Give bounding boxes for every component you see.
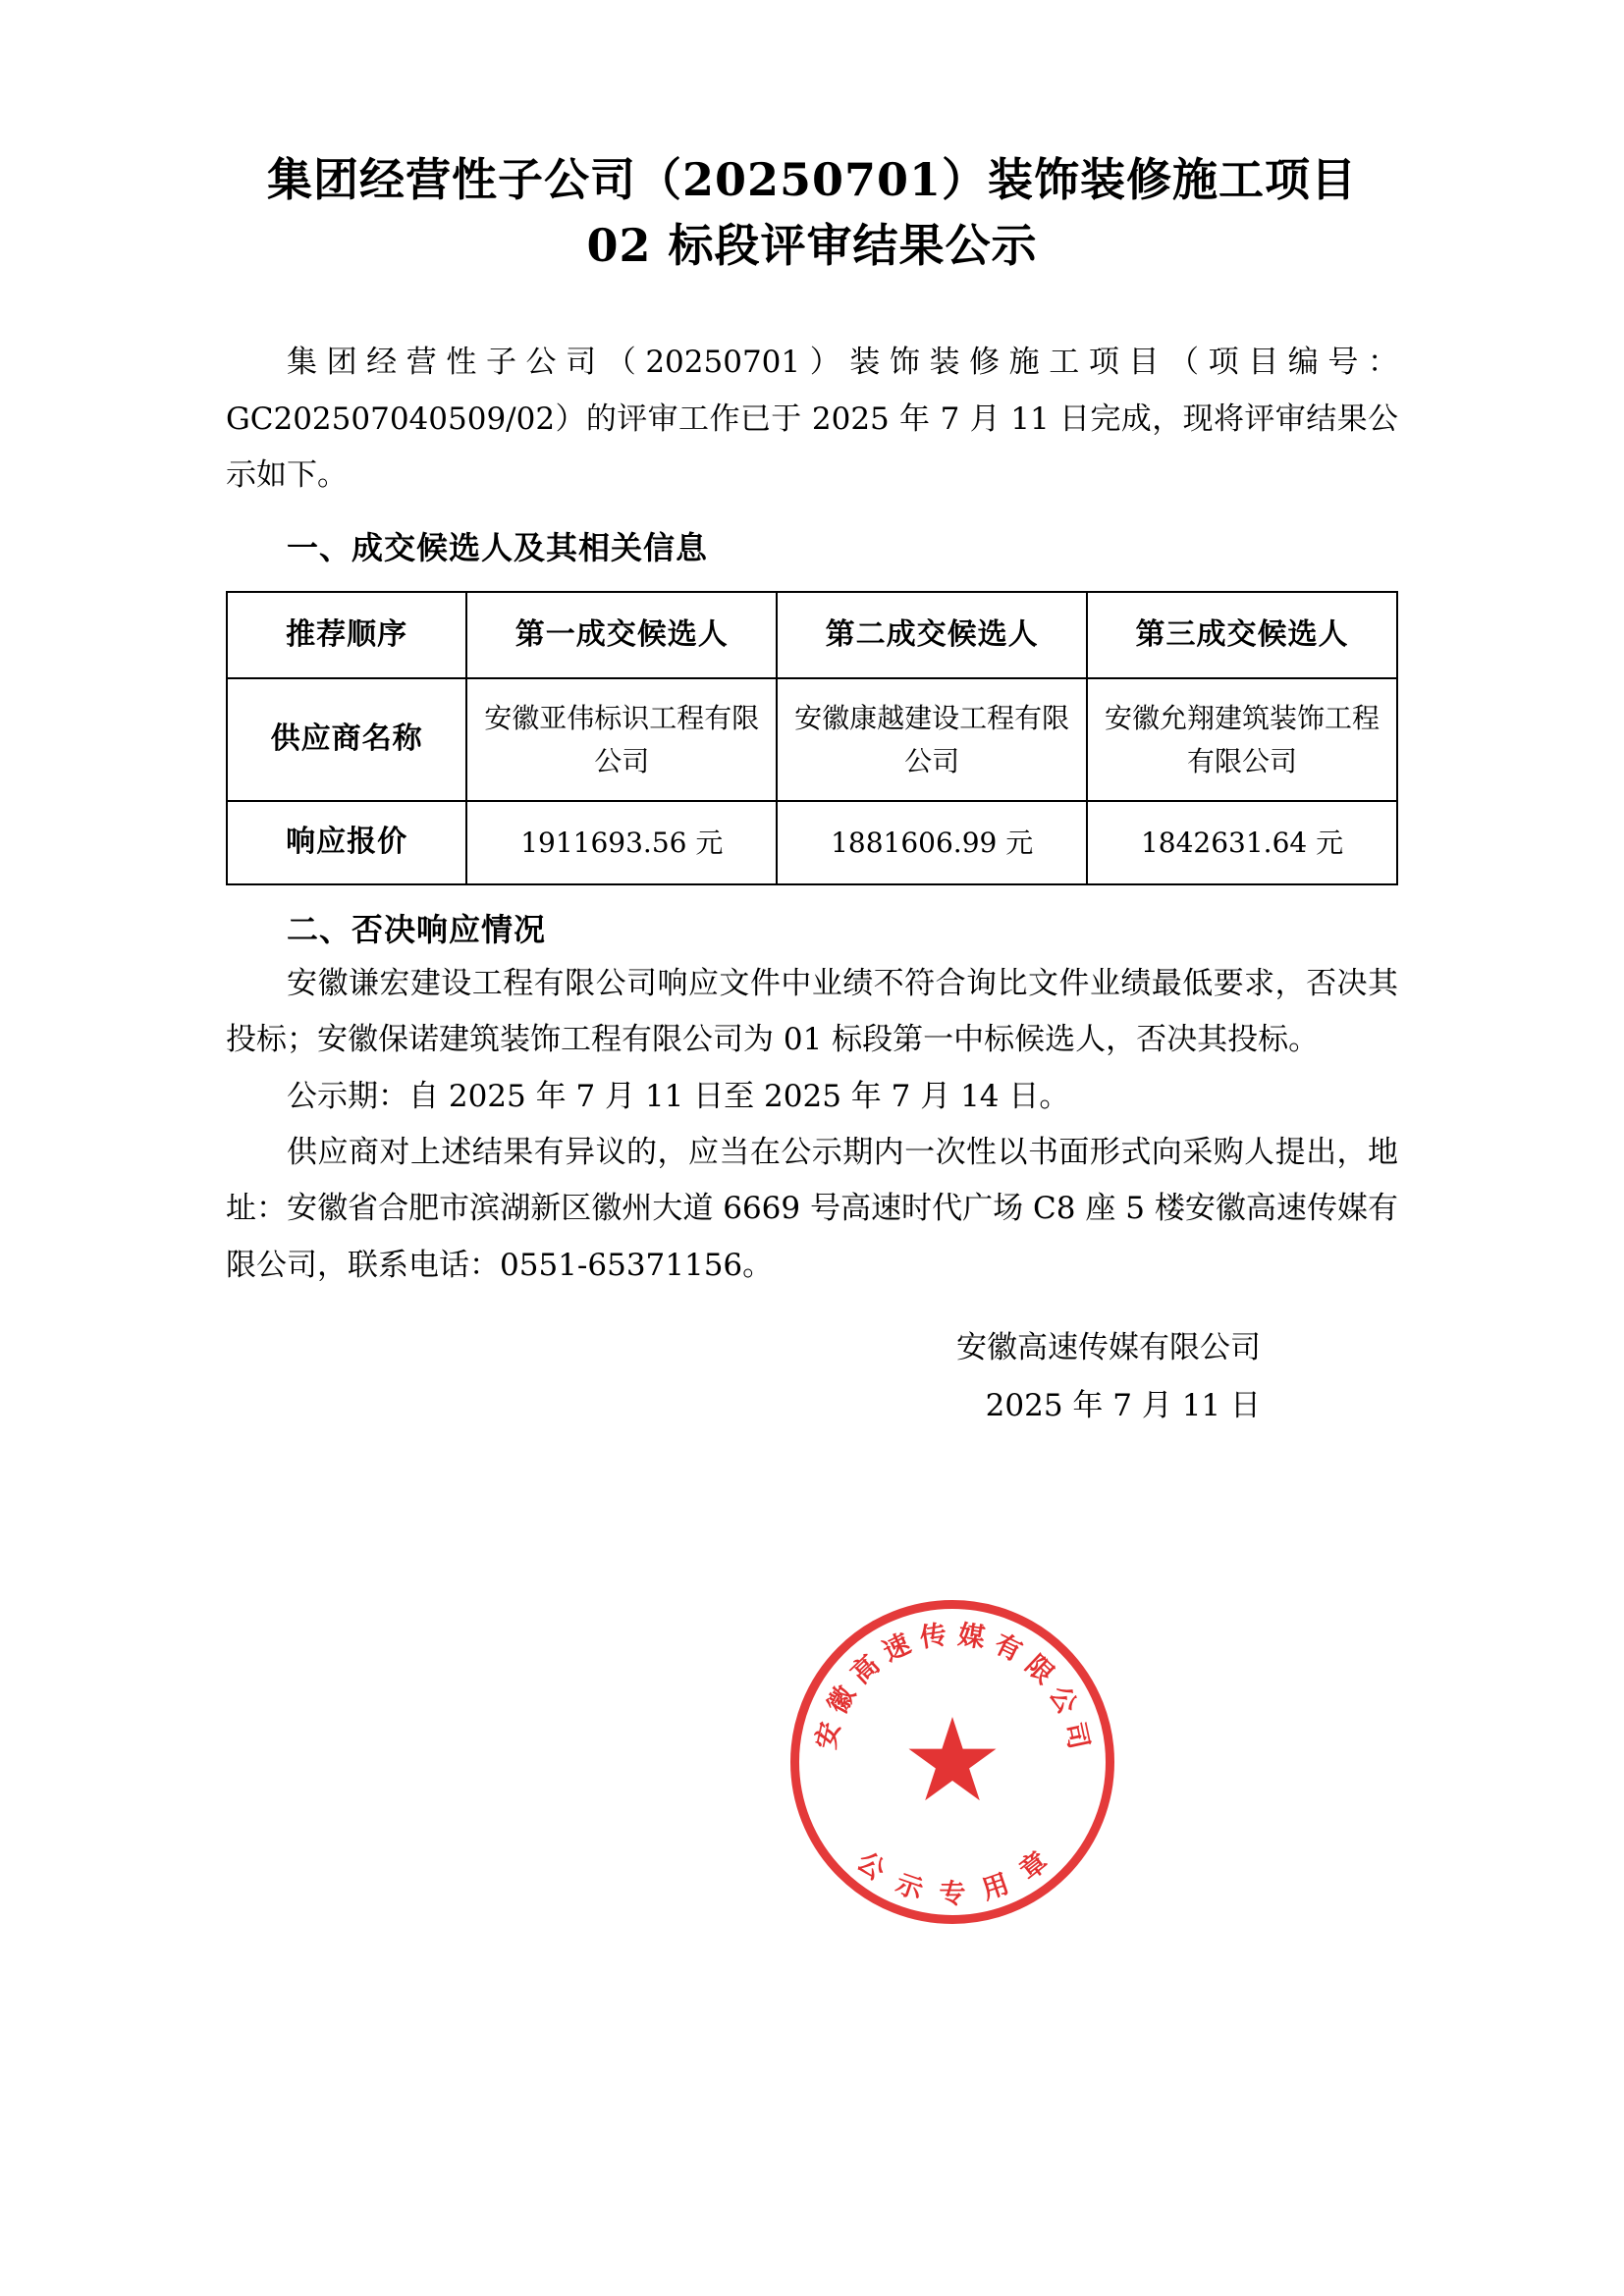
notice-period-paragraph: 公示期：自 2025 年 7 月 11 日至 2025 年 7 月 14 日。 xyxy=(287,1078,1070,1114)
signature-block xyxy=(226,1319,1398,1435)
table-cell: 安徽亚伟标识工程有限公司 xyxy=(466,678,777,801)
seal-bottom-text: 公 示 专 用 章 xyxy=(850,1845,1055,1910)
rejection-paragraph: 安徽谦宏建设工程有限公司响应文件中业绩不符合询比文件业绩最低要求，否决其投标；安徽保诺建筑装饰工程有限公司为 01 标段第一中标候选人，否决其投标。 xyxy=(226,965,1398,1058)
candidates-table xyxy=(226,591,1398,885)
table-cell: 安徽康越建设工程有限公司 xyxy=(777,678,1087,801)
spacer xyxy=(226,504,1398,521)
table-header-cell: 第三成交候选人 xyxy=(1087,592,1397,679)
official-seal-stamp xyxy=(790,1600,1114,1924)
table-row xyxy=(227,801,1397,884)
table-header-row xyxy=(227,592,1397,679)
row-label-response-price: 响应报价 xyxy=(227,801,466,884)
table-row xyxy=(227,678,1397,801)
seal-arc-text: 安 徽 高 速 传 媒 有 限 公 司 xyxy=(810,1620,1095,1752)
table-header-cell: 第一成交候选人 xyxy=(466,592,777,679)
table-cell: 1881606.99 元 xyxy=(777,801,1087,884)
intro-paragraph: 集团经营性子公司（20250701）装饰装修施工项目（项目编号：GC202507040509/02）的评审工作已于 2025 年 7 月 11 日完成，现将评审结果公示如下。 xyxy=(226,345,1398,494)
signature-org: 安徽高速传媒有限公司 xyxy=(956,1330,1261,1366)
signature-date: 2025 年 7 月 11 日 xyxy=(985,1387,1261,1423)
table-header-cell: 第二成交候选人 xyxy=(777,592,1087,679)
page-title: 集团经营性子公司（20250701）装饰装修施工项目 02 标段评审结果公示 xyxy=(266,153,1358,272)
table-cell: 1911693.56 元 xyxy=(466,801,777,884)
seal-star-icon: ★ xyxy=(905,1707,1000,1817)
spacer xyxy=(226,885,1398,903)
row-label-supplier-name: 供应商名称 xyxy=(227,678,466,801)
seal-ring xyxy=(790,1600,1114,1924)
table-cell: 1842631.64 元 xyxy=(1087,801,1397,884)
spacer xyxy=(226,278,1398,335)
section-heading-rejections: 二、否决响应情况 xyxy=(287,910,547,948)
section-heading-candidates: 一、成交候选人及其相关信息 xyxy=(287,529,709,567)
table-cell: 安徽允翔建筑装饰工程有限公司 xyxy=(1087,678,1397,801)
objection-paragraph: 供应商对上述结果有异议的，应当在公示期内一次性以书面形式向采购人提出，地址：安徽省合肥市滨湖新区徽州大道 6669 号高速时代广场 C8 座 5 楼安徽高速传媒有限公司，联系电话：0551-65371156。 xyxy=(226,1135,1398,1283)
table-header-cell: 推荐顺序 xyxy=(227,592,466,679)
